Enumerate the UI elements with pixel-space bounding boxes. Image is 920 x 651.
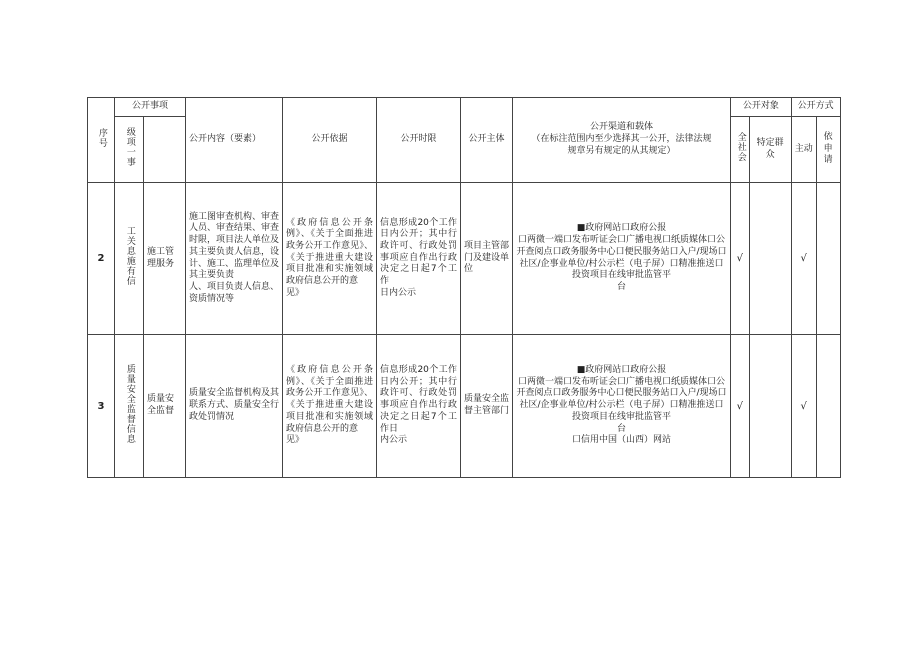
header-target-all: 全社会 [731, 117, 750, 183]
row-check-all: √ [731, 335, 750, 478]
header-mode: 公开方式 [791, 98, 840, 117]
row-check-apply [816, 335, 840, 478]
row-level2: 质量安全监督 [144, 335, 186, 478]
header-channel: 公开渠道和载体 （在标注范围内至少选择其一公开，法律法规 规章另有规定的从其规定） [513, 98, 731, 183]
header-subject: 公开主体 [461, 98, 513, 183]
header-target: 公开对象 [731, 98, 792, 117]
row-channel: ■政府网站口政府公报 口两微一端口发布听证会口广播电视口纸质媒体口公开查阅点口政务服务中心口便民服务站口入户/现场口社区/企事业单位/村公示栏（电子屏）口精准推送口投资项目在线审批监管平 台 口信用中国（山西）网站 [513, 335, 731, 478]
row-channel: ■政府网站口政府公报 口两微一端口发布听证会口广播电视口纸质媒体口公开查阅点口政务服务中心口便民服务站口入户/现场口社区/企事业单位/村公示栏（电子屏）口精准推送口投资项目在线审批监管平 台 [513, 183, 731, 335]
header-basis: 公开依据 [283, 98, 377, 183]
header-row-1 [88, 98, 841, 117]
row-check-active: √ [791, 183, 816, 335]
row-seq: 3 [88, 335, 115, 478]
header-target-specific: 特定群众 [749, 117, 791, 183]
table-row [88, 335, 841, 478]
row-level1: 工关息施有信 [115, 183, 144, 335]
disclosure-table [87, 97, 841, 478]
header-matters: 公开事项 [115, 98, 186, 117]
header-content: 公开内容（要素） [186, 98, 283, 183]
header-mode-apply: 依申请 [816, 117, 840, 183]
row-level2: 施工管理服务 [144, 183, 186, 335]
header-level1: 级项一事 [115, 117, 144, 183]
row-time: 信息形成20个工作日内公开；其中行政许可、行政处罚事项应自作出行政决定之日起7个工作日 内公示 [377, 335, 461, 478]
table-row [88, 183, 841, 335]
header-mode-active: 主动 [791, 117, 816, 183]
row-check-apply [816, 183, 840, 335]
row-level1: 质量安全监督信息 [115, 335, 144, 478]
row-time: 信息形成20个工作日内公开；其中行政许可、行政处罚事项应自作出行政决定之日起7个工作 日内公示 [377, 183, 461, 335]
header-time: 公开时限 [377, 98, 461, 183]
row-basis: 《政府信息公开条例》、《关于全面推进政务公开工作意见》、《关于推进重大建设项目批准和实施领域政府信息公开的意 见》 [283, 183, 377, 335]
row-subject: 质量安全监督主管部门 [461, 335, 513, 478]
row-check-all: √ [731, 183, 750, 335]
row-check-specific [749, 183, 791, 335]
row-content: 质量安全监督机构及其联系方式、质量安全行政处罚情况 [186, 335, 283, 478]
row-seq: 2 [88, 183, 115, 335]
row-check-active: √ [791, 335, 816, 478]
row-content: 施工图审查机构、审查人员、审查结果、审查时限，项目法人单位及其主要负责人信息，设计、施工、监理单位及其主要负责 人、项目负责人信息、资质情况等 [186, 183, 283, 335]
row-subject: 项目主管部门及建设单位 [461, 183, 513, 335]
header-level2 [144, 117, 186, 183]
header-seq: 序号 [88, 98, 115, 183]
row-check-specific [749, 335, 791, 478]
row-basis: 《政府信息公开条例》、《关于全面推进政务公开工作意见》、《关于推进重大建设项目批准和实施领域政府信息公开的意 见》 [283, 335, 377, 478]
